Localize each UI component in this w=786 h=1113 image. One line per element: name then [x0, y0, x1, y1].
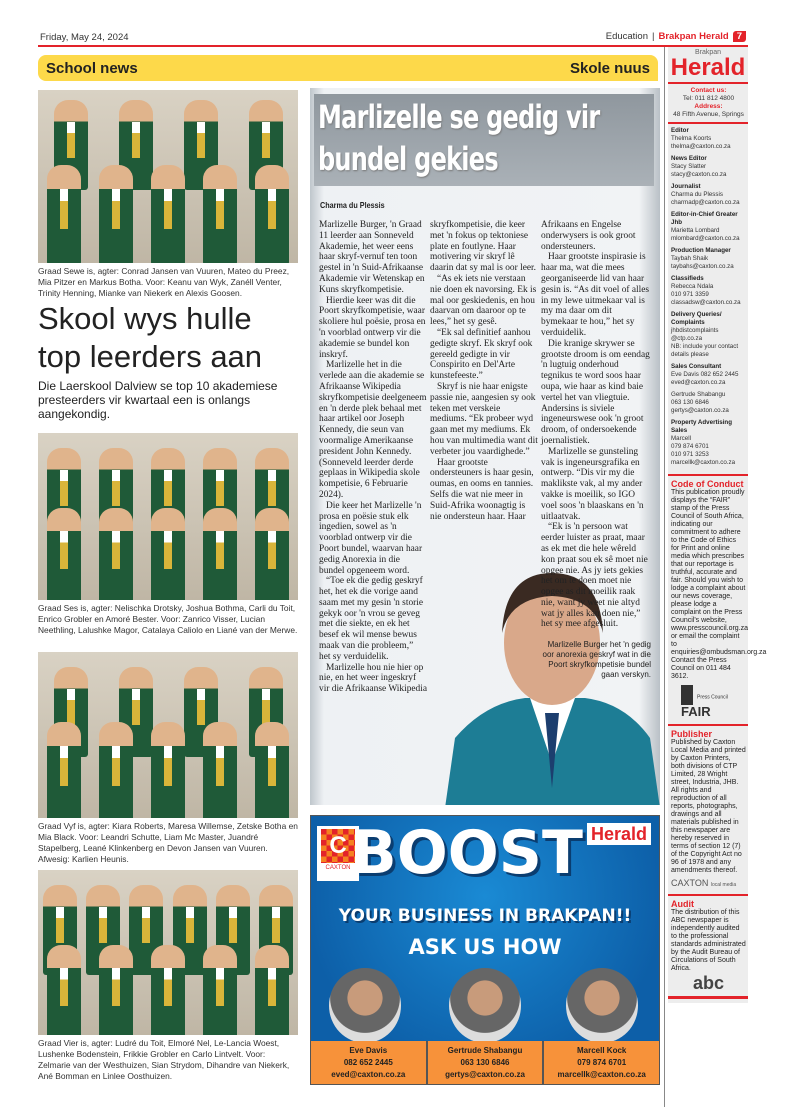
- staff-role: Production Manager: [671, 247, 731, 254]
- article-column-2: [430, 220, 538, 522]
- photo-gertrude-shabangu: [449, 968, 521, 1043]
- paragraph: Marlizelle het in die verlede aan die akademie se Afrikaanse Wikipedia skryfkompetisie deelgeneem en 'n derde plek behaal met haar artikel oor Joseph Kennedy, die seun van voormalige Amerikaanse president John Kennedy. (Sonneveld leerder derde geplaas in Wikipedia skole kompetisie, 6 Februarie 2024).: [319, 360, 427, 500]
- staff-detail: stacy@caxton.co.za: [671, 171, 727, 178]
- contact-card: Gertrude Shabangu 063 130 6846 gertys@caxton.co.za: [428, 1041, 545, 1085]
- staff-entry: [671, 419, 746, 467]
- staff-detail: Marcell: [671, 435, 691, 442]
- portrait-caption: Marlizelle Burger het 'n gedig oor anorexia geskryf wat in die Poort skryfkompetisie bundel gaan verskyn.: [542, 640, 651, 680]
- article-column-1: [319, 220, 427, 695]
- staff-entry: [671, 211, 746, 243]
- staff-detail: taybahs@caxton.co.za: [671, 263, 734, 270]
- page-header-right: [606, 31, 746, 42]
- paragraph: Die keer het Marlizelle 'n prosa en poësie stuk elk ingedien, sowel as 'n voorblad ontwerp vir die Poort bundel, waarvan haar gedig Anorexia in die bundel opgeneem word.: [319, 500, 423, 576]
- photo-grade-5: [38, 652, 298, 818]
- contact-block: Contact us: Tel: 011 812 4800 Address: 48 Fifth Avenue, Springs: [668, 82, 748, 122]
- staff-detail: classadsw@caxton.co.za: [671, 299, 741, 306]
- staff-detail: Taybah Shaik: [671, 255, 709, 262]
- staff-detail: charmadp@caxton.co.za: [671, 199, 740, 206]
- herald-logo: Herald: [587, 823, 651, 845]
- abc-logo: abc: [692, 973, 725, 993]
- staff-list: [668, 122, 748, 474]
- photo-eve-davis: [329, 968, 401, 1043]
- paragraph: Marlizelle se gunsteling vak is ingeneursgrafika en ontwerp. “Dis vir my die maklikste vak, al my ander vakke is moeilik, so IGO voel soos 'n blaaskans en 'n uitlaatvak.: [541, 446, 644, 522]
- staff-role: Journalist: [671, 183, 701, 190]
- staff-detail: Thelma Koorts: [671, 135, 712, 142]
- staff-detail: 063 130 6846: [671, 399, 709, 406]
- header-separator: |: [652, 31, 655, 42]
- feature-article: [310, 88, 660, 805]
- contact-card: Eve Davis 082 652 2445 eved@caxton.co.za: [311, 1041, 428, 1085]
- byline: Charma du Plessis: [320, 200, 385, 210]
- photo-caption: Graad Sewe is, agter: Conrad Jansen van Vuuren, Mateo du Preez, Mia Pitzer en Markus Botha. Voor: Keanu van Wyk, Zanéll Venter, Trinity Henning, Mianke van Niekerk en Alexis Goosen.: [38, 266, 290, 298]
- banner-left: School news: [46, 59, 138, 77]
- caxton-logo: C CAXTON: [317, 826, 359, 881]
- staff-detail: Eve Davis 082 652 2445: [671, 371, 739, 378]
- caxton-c-icon: C: [321, 829, 355, 863]
- paragraph: Skryf is nie haar enigste passie nie, aangesien sy ook teken met verskeie mediums. “Ek probeer wyd gaan met my mediums. Ek hou van multimedia want dit verbeter jou vaardighede.”: [430, 381, 538, 457]
- publisher-info: Publisher Published by Caxton Local Media and printed by Caxton Printers, both divisions of CTP Limited, 28 Wright street, Industria, JHB. All rights and reproduction of all reports, photographs, drawings and all materials published in this newspaper are hereby reserved in terms of section 12 (7) of the Copyright Act no 96 of 1978 and any amendments thereof. CAXTON local media: [668, 724, 748, 894]
- paragraph: Die kranige skrywer se grootste droom is om eendag 'n lugtuig onderhoud tegnikus te word soos haar oupa, wie haar as kind baie vertel het van vliegtuie. Andersins is siviele ingeneurswese ook 'n groot droom, of ondersoekende joernalistiek.: [541, 338, 650, 446]
- staff-detail: mlombard@caxton.co.za: [671, 235, 740, 242]
- staff-detail: 010 971 3253: [671, 451, 709, 458]
- photo-marcell-kock: [566, 968, 638, 1043]
- staff-detail: Rebecca Ndala: [671, 283, 714, 290]
- issue-date: Friday, May 24, 2024: [40, 32, 129, 43]
- staff-entry: [671, 311, 746, 359]
- paragraph: Haar grootste inspirasie is haar ma, wat die mees georganiseerde lid van haar gesin is. “As dit voel of alles in my lewe uitmekaar val is my ma daar om dit bymekaar te hou,” het sy verduidelik.: [541, 252, 650, 338]
- brand-name: Brakpan Herald: [658, 31, 729, 42]
- contact-card: Marcell Kock 079 874 6701 marcellk@caxton.co.za: [544, 1041, 659, 1085]
- staff-detail: marcellk@caxton.co.za: [671, 459, 736, 466]
- photo-caption: Graad Vyf is, agter: Kiara Roberts, Maresa Willemse, Zetske Botha en Mia Black. Voor: Leandri Schutte, Liam Mc Master, Juandré Stapelberg, Leané Klinkenberg en Devon Jansen van Vuuren. Afwesig: Karlien Heunis.: [38, 821, 298, 864]
- staff-detail: 010 971 3359: [671, 291, 709, 298]
- staff-role: Editor: [671, 127, 689, 134]
- staff-detail: Charma du Plessis: [671, 191, 723, 198]
- staff-detail: jhbdistcomplaints @ctp.co.za: [671, 327, 719, 342]
- staff-entry: [671, 155, 746, 179]
- paragraph: Hierdie keer was dit die Poort skryfkompetisie, waar skoliere hul poësie, prosa en 'n voorblad ontwerp vir die akademie se bundel kon inskryf.: [319, 295, 426, 360]
- staff-role: Property Advertising Sales: [671, 419, 732, 434]
- banner-right: Skole nuus: [569, 59, 650, 77]
- advert-boost[interactable]: [310, 815, 660, 1085]
- paragraph: skryfkompetisie, die keer met 'n fokus op tektoniese plate en foutlyne. Haar motivering vir skryf lê daarin dat sy mal is oor leer.: [430, 220, 536, 274]
- paragraph: Marlizelle Burger, 'n Graad 11 leerder aan Sonneveld Akademie, het weer eens haar skryf-vernuf ten toon gestel in 'n Suid-Afrikaanse Akademie vir Wetenskap en Kuns skryfkompetisie.: [319, 220, 425, 295]
- staff-detail: thelma@caxton.co.za: [671, 143, 731, 150]
- staff-detail: NB: include your contact details please: [671, 343, 739, 358]
- photo-grade-7: [38, 90, 298, 263]
- code-of-conduct: Code of Conduct This publication proudly displays the “FAIR” stamp of the Press Council of South Africa, indicating our commitment to adhere to the Code of Ethics for Print and online media which prescribes that our reportage is truthful, accurate and fair. Should you wish to lodge a complaint about our news coverage, please lodge a complaint on the Press Council's website, www.presscouncil.org.za or email the complaint to enquiries@ombudsman.org.za Contact the Press Council on 011 484 3612. Press Council FAIR: [668, 474, 748, 724]
- section-banner: [38, 55, 658, 81]
- paragraph: “Ek sal definitief aanhou gedigte skryf. Ek skryf ook gereeld gedigte in vir Conspirito en Del'Arte kunstefeeste.”: [430, 327, 533, 382]
- staff-detail: Marietta Lombard: [671, 227, 720, 234]
- staff-role: Delivery Queries/ Complaints: [671, 311, 722, 326]
- audit-info: Audit The distribution of this ABC newspaper is independently audited to the professional standards administrated by the Audit Bureau of Circulations of South Africa. abc: [668, 894, 748, 999]
- photo-caption: Graad Vier is, agter: Ludré du Toit, Elmoré Nel, Le-Lancia Woest, Lushenke Bodenstein, Frikkie Grobler en Carlo Lintvelt. Voor: Zelmarie van der Westhuizen, Sian Strydom, Dihandre van Niekerk, Ané Bomman en Linlee Oosthuizen.: [38, 1038, 290, 1081]
- staff-role: Sales Consultant: [671, 363, 722, 370]
- staff-role: Classifieds: [671, 275, 704, 282]
- masthead-sidebar: [668, 47, 767, 1003]
- staff-role: News Editor: [671, 155, 707, 162]
- staff-detail: gertys@caxton.co.za: [671, 407, 729, 414]
- story-standfirst: Die Laerskool Dalview se top 10 akademiese presteerders vir kwartaal een is onlangs aangekondig.: [38, 379, 278, 421]
- paragraph: “Ek is 'n persoon wat eerder luister as praat, maar as ek met die hele wêreld kon praat sou ek sê moet nie opgee nie. As jy iets gekies het om te doen moet nie opgee as dit moeilik raak nie, want jy weet nie altyd wat jy alles kan doen nie,” het sy mee afgesluit.: [541, 522, 648, 630]
- paragraph: Marlizelle hou nie hier op nie, en het weer ingeskryf vir die Afrikaanse Wikipedia: [319, 662, 428, 695]
- herald-logo: Brakpan Herald: [670, 49, 746, 81]
- staff-role: Editor-in-Chief Greater Jhb: [671, 211, 738, 226]
- header-rule: [38, 45, 748, 47]
- paragraph: “As ek iets nie verstaan nie doen ek navorsing. Ek is mal oor geskiedenis, en hou daarvan om daaroor op te lees,” het sy gesê.: [430, 273, 537, 328]
- staff-entry: [671, 247, 746, 271]
- section-name: Education: [605, 31, 648, 42]
- photo-grade-4: [38, 870, 298, 1035]
- staff-detail: Gertrude Shabangu: [671, 391, 726, 398]
- staff-entry: [671, 275, 746, 307]
- paragraph: Afrikaans en Engelse onderwysers is ook groot ondersteuners.: [541, 220, 636, 252]
- staff-detail: eved@caxton.co.za: [671, 379, 726, 386]
- staff-detail: Stacy Slatter: [671, 163, 707, 170]
- ad-cta: ASK US HOW: [408, 935, 562, 959]
- caxton-logo: CAXTON local media: [671, 878, 737, 888]
- ad-contacts: [311, 1041, 659, 1085]
- photo-grade-6: [38, 433, 298, 600]
- paragraph: “Toe ek die gedig geskryf het, het ek die vorige aand saam met my gesin 'n storie gekyk oor 'n vrou se geveg met die siekte, en ek het besef ek wil mense bewus maak van die probleem,” het sy verduidelik.: [319, 576, 424, 662]
- ad-subheadline: YOUR BUSINESS IN BRAKPAN!!: [338, 906, 632, 926]
- staff-entry: [671, 183, 746, 207]
- ad-headline: BOOST: [351, 818, 583, 888]
- story-headline: Skool wys hulle top leerders aan: [38, 301, 263, 374]
- staff-entry: [671, 127, 746, 151]
- article-headline: Marlizelle se gedig vir bundel gekies: [318, 98, 600, 178]
- staff-entry: [671, 363, 746, 387]
- paragraph: Haar grootste ondersteuners is haar gesin, oumas, en ooms en tannies. Selfs die wat nie meer in Suid-Afrika woonagtig is nie ondersteun haar. Haar: [430, 457, 534, 522]
- page-number: 7: [733, 31, 746, 42]
- column-divider: [664, 47, 665, 1107]
- staff-entry: [671, 391, 746, 415]
- article-column-3: [541, 220, 651, 680]
- staff-detail: 079 874 6701: [671, 443, 709, 450]
- press-council-fair-logo: Press Council FAIR: [671, 681, 746, 721]
- photo-caption: Graad Ses is, agter: Nelischka Drotsky, Joshua Bothma, Carli du Toit, Enrico Grobler en Amoré Bester. Voor: Zanrico Visser, Lucian Neethling, Lalushke Magor, Catalaya Caliolo en Liané van der Merwe.: [38, 603, 298, 635]
